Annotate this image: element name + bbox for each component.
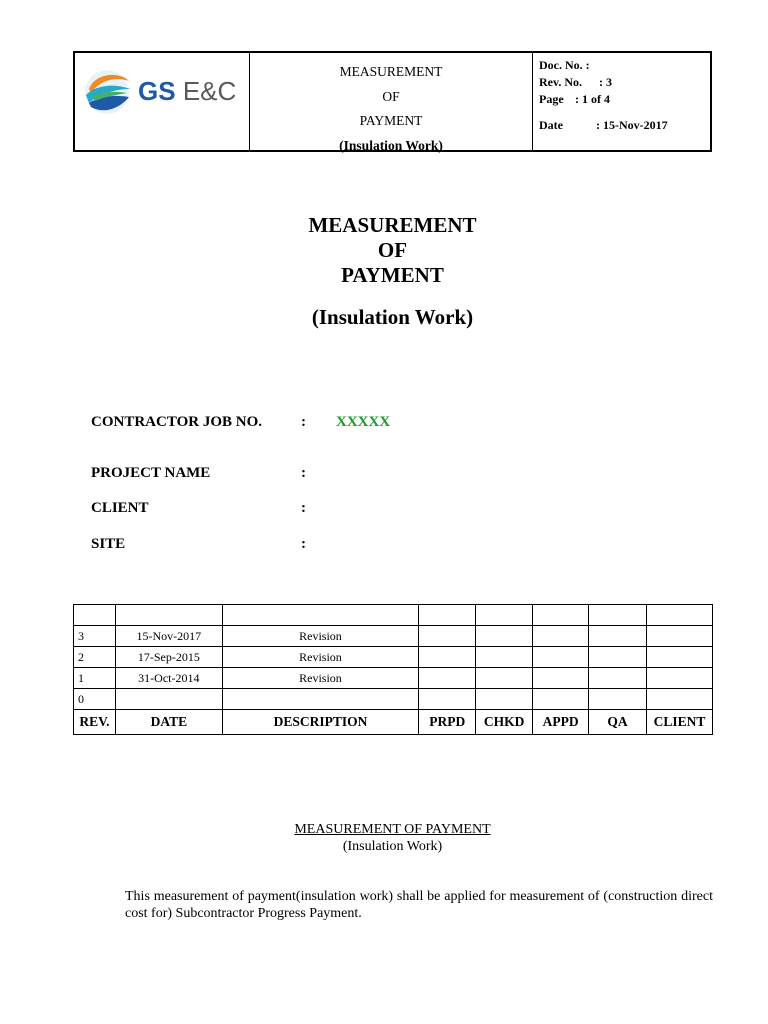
col-header-client: CLIENT [646, 710, 712, 735]
page-title-line-3: PAYMENT [341, 263, 444, 287]
chkd-cell [476, 605, 533, 626]
description-cell: Revision [222, 626, 419, 647]
prpd-cell [419, 689, 476, 710]
header-title-line-3: PAYMENT [359, 113, 423, 128]
col-header-date: DATE [115, 710, 222, 735]
doc-no-row [539, 58, 710, 75]
info-colon: : [301, 536, 306, 552]
description-cell [222, 689, 419, 710]
col-header-chkd: CHKD [476, 710, 533, 735]
section-title: MEASUREMENT OF PAYMENT [294, 822, 491, 837]
description-cell [222, 605, 419, 626]
client-cell [646, 689, 712, 710]
info-colon: : [301, 414, 306, 430]
table-row [74, 626, 713, 647]
info-colon: : [301, 465, 306, 481]
section-subtitle: (Insulation Work) [342, 839, 443, 854]
rev-no-value: : 3 [599, 75, 612, 89]
page-row [539, 92, 710, 109]
page-title-line-2: OF [377, 238, 408, 262]
col-header-rev: REV. [74, 710, 116, 735]
col-header-description: DESCRIPTION [222, 710, 419, 735]
rev-cell [74, 605, 116, 626]
qa-cell [589, 605, 647, 626]
rev-cell: 3 [74, 626, 116, 647]
info-label: CONTRACTOR JOB NO. [91, 414, 262, 430]
table-row [74, 605, 713, 626]
col-header-prpd: PRPD [419, 710, 476, 735]
client-cell [646, 668, 712, 689]
page-title-line-4: (Insulation Work) [311, 305, 474, 329]
qa-cell [589, 647, 647, 668]
document-header [73, 51, 712, 152]
chkd-cell [476, 668, 533, 689]
logo-swirl-icon [83, 67, 135, 117]
date-value: : 15-Nov-2017 [596, 118, 668, 132]
page-label: Page [539, 92, 564, 106]
appd-cell [533, 647, 589, 668]
date-cell [115, 689, 222, 710]
description-cell: Revision [222, 647, 419, 668]
rev-cell: 0 [74, 689, 116, 710]
chkd-cell [476, 647, 533, 668]
table-row [74, 647, 713, 668]
qa-cell [589, 689, 647, 710]
info-label: PROJECT NAME [91, 465, 211, 481]
prpd-cell [419, 626, 476, 647]
info-colon: : [301, 500, 306, 516]
page-value: : 1 of 4 [575, 92, 610, 106]
appd-cell [533, 626, 589, 647]
date-cell: 31-Oct-2014 [115, 668, 222, 689]
rev-cell: 1 [74, 668, 116, 689]
header-title-line-4: (Insulation Work) [339, 137, 443, 153]
info-label: CLIENT [91, 500, 149, 516]
info-row-client [91, 500, 306, 517]
doc-meta-cell [533, 53, 710, 150]
client-cell [646, 647, 712, 668]
date-row [539, 118, 710, 135]
rev-cell: 2 [74, 647, 116, 668]
appd-cell [533, 605, 589, 626]
rev-no-row [539, 75, 710, 92]
header-title-line-1: MEASUREMENT [339, 64, 443, 79]
logo-cell [75, 53, 250, 150]
chkd-cell [476, 626, 533, 647]
client-cell [646, 626, 712, 647]
qa-cell [589, 668, 647, 689]
prpd-cell [419, 647, 476, 668]
logo-gs-text: GS [138, 76, 176, 106]
rev-no-label: Rev. No. [539, 75, 582, 89]
prpd-cell [419, 668, 476, 689]
col-header-appd: APPD [533, 710, 589, 735]
appd-cell [533, 689, 589, 710]
header-title-line-2: OF [382, 88, 400, 104]
chkd-cell [476, 689, 533, 710]
logo-ec-text: E&C [182, 76, 237, 106]
date-label: Date [539, 118, 563, 132]
client-cell [646, 605, 712, 626]
logo-wordmark [138, 76, 236, 107]
info-label: SITE [91, 536, 126, 552]
info-row-project-name [91, 465, 306, 482]
table-header-row [74, 710, 713, 735]
info-row-contractor-job [91, 414, 391, 431]
table-row [74, 689, 713, 710]
prpd-cell [419, 605, 476, 626]
date-cell: 17-Sep-2015 [115, 647, 222, 668]
table-row [74, 668, 713, 689]
date-cell [115, 605, 222, 626]
page-title-line-1: MEASUREMENT [308, 213, 477, 237]
section-paragraph: This measurement of payment(insulation work) shall be applied for measurement of (construction direct cost for) Subcontractor Progress Payment. [125, 889, 713, 921]
description-cell: Revision [222, 668, 419, 689]
info-row-site [91, 536, 306, 553]
company-logo [83, 67, 243, 117]
qa-cell [589, 626, 647, 647]
contractor-job-value: XXXXX [336, 414, 391, 430]
header-title-cell [250, 53, 533, 153]
revision-table [73, 604, 713, 735]
col-header-qa: QA [589, 710, 647, 735]
appd-cell [533, 668, 589, 689]
doc-no-label: Doc. No. : [539, 58, 590, 72]
date-cell: 15-Nov-2017 [115, 626, 222, 647]
